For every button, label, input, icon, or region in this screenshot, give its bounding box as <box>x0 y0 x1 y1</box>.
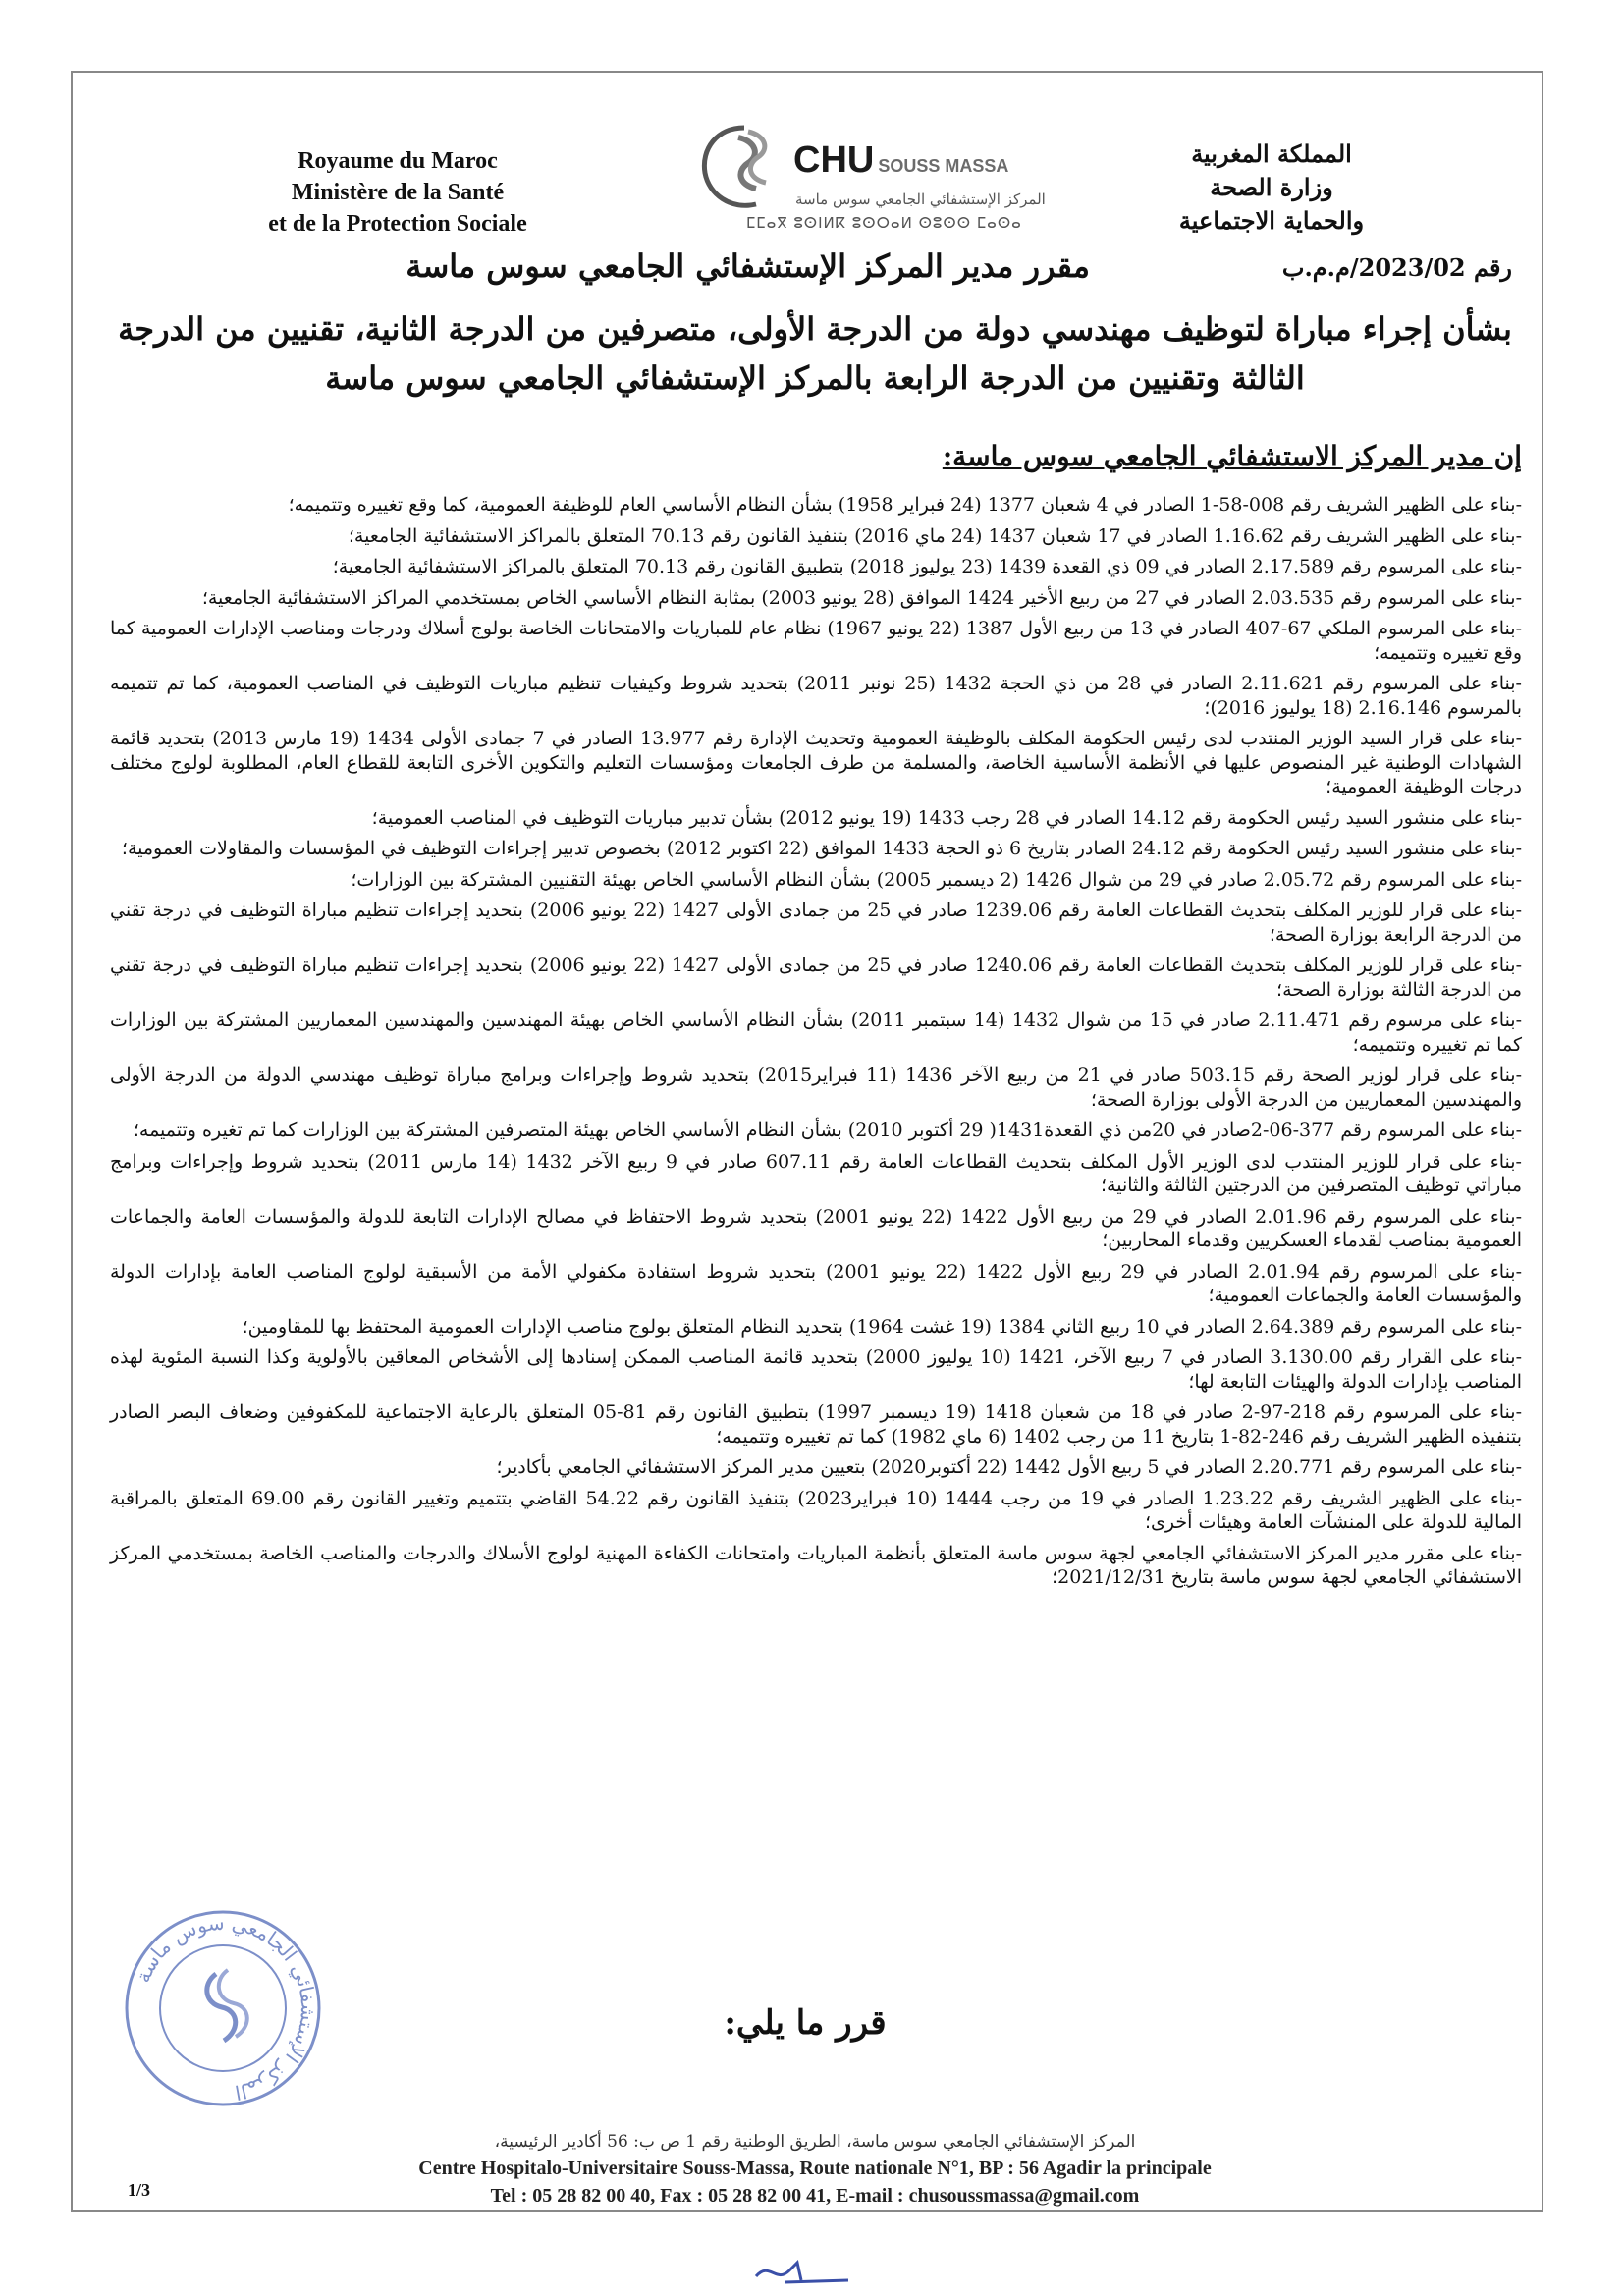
consideration-item: -بناء على المرسوم رقم 218-97-2 صادر في 18 من شعبان 1418 (19 ديسمبر 1997) بتطبيق القانون رقم 81-05 المتعلق بالرعاية الاجتماعية للمكفوفين وضعاف البصر الصادر بتنفيذه الظهير الشريف رقم 246-82-1 بتاريخ 11 من رجب 1402 (6 ماي 1982) كما تم تغييره وتتميمه؛ <box>110 1401 1522 1448</box>
decision-title: مقرر مدير المركز الإستشفائي الجامعي سوس ماسة <box>406 247 1090 285</box>
logo-tifinagh-text: ⵎⵎⴰⴳ ⵓⵙⵏⵍⴽ ⵓⵙⵔⴰⵍ ⵙⵓⵙⵙ ⵎⴰⵙⴰ <box>746 214 1022 232</box>
footer <box>108 2129 1522 2210</box>
logo-wordmark <box>793 139 1008 182</box>
consideration-item: -بناء على قرار للوزير المكلف بتحديث القطاعات العامة رقم 1240.06 صادر في 25 من جمادى الأولى 1427 (22 يونيو 2006) بتحديد إجراءات تنظيم مباراة التوظيف في درجة تقني من الدرجة الثالثة بوزارة الصحة؛ <box>110 955 1522 1001</box>
consideration-item: -بناء على قرار للوزير المكلف بتحديث القطاعات العامة رقم 1239.06 صادر في 25 من جمادى الأولى 1427 (22 يونيو 2006) بتحديد إجراءات تنظيم مباراة التوظيف في درجة تقني من الدرجة الرابعة بوزارة الصحة؛ <box>110 900 1522 946</box>
considerations-list <box>110 493 1522 1597</box>
reference-number: رقم 2023/02/م.م.ب <box>1281 253 1512 282</box>
header-fr-line-2: Ministère de la Santé <box>291 180 505 205</box>
consideration-item: -بناء على المرسوم الملكي 67-407 الصادر في 13 من ربيع الأول 1387 (22 يونيو 1967) نظام عام للمباريات والامتحانات الخاصة بولوج أسلاك ودرجات ومناصب الإدارات العمومية كما وقع تغييره وتتميمه؛ <box>110 618 1522 664</box>
consideration-item: -بناء على المرسوم رقم 2.05.72 صادر في 29 من شوال 1426 (2 ديسمبر 2005) بشأن النظام الأساسي الخاص بهيئة التقنيين المشتركة بين الوزارات؛ <box>351 868 1522 891</box>
consideration-item: -بناء على المرسوم رقم 2.11.621 الصادر في 28 من ذي الحجة 1432 (25 نونبر 2011) بتحديد شروط وكيفيات تنظيم مباريات التوظيف في المناصب العمومية، كما تم تتميمه بالمرسوم 2.16.146 (18 يوليوز 2016)؛ <box>110 673 1522 719</box>
footer-french-address: Centre Hospitalo-Universitaire Souss-Massa, Route nationale N°1, BP : 56 Agadir la principale <box>418 2158 1212 2179</box>
consideration-item: -بناء على قرار للوزير المنتدب لدى الوزير الأول المكلف بتحديث القطاعات العامة رقم 607.11 صادر في 9 ربيع الآخر 1432 (14 مارس 2011) بتحديد شروط وإجراءات وبرامج مباراتي توظيف المتصرفين من الدرجتين الثالثة والثانية؛ <box>110 1150 1522 1196</box>
header-ar-line-2: وزارة الصحة <box>1210 173 1333 201</box>
consideration-item: -بناء على المرسوم رقم 377-06-2صادر في 20من ذي القعدة1431( 29 أكتوبر 2010) بشأن النظام الأساسي الخاص بهيئة المتصرفين المشتركة بين الوزارات كما تم تغيره وتتميمه؛ <box>133 1120 1522 1141</box>
page-number: 1/3 <box>128 2180 151 2200</box>
signature-mark <box>746 2251 864 2290</box>
header-ar-line-3: والحماية الاجتماعية <box>1178 206 1365 235</box>
consideration-item: -بناء على قرار لوزير الصحة رقم 503.15 صادر في 21 من ربيع الآخر 1436 (11 فبراير2015) بتحديد شروط وإجراءات وبرامج مباراة توظيف مهندسي الدولة من الدرجة الأولى والمهندسين المعماريين من الدرجة الأولى بوزارة الصحة؛ <box>110 1065 1523 1111</box>
consideration-item: -بناء على منشور السيد رئيس الحكومة رقم 24.12 الصادر بتاريخ 6 ذو الحجة 1433 الموافق (22 اكتوبر 2012) بخصوص تدبير إجراءات التوظيف في المؤسسات والمقاولات العمومية؛ <box>121 838 1522 859</box>
intro-line: إن مدير المركز الاستشفائي الجامعي سوس ماسة: <box>942 440 1522 472</box>
header-fr-line-3: et de la Protection Sociale <box>268 211 527 237</box>
consideration-item: -بناء على مرسوم رقم 2.11.471 صادر في 15 من شوال 1432 (14 سبتمبر 2011) بشأن النظام الأساسي الخاص بهيئة المهندسين والمهندسين المعماريين المشتركة بين الوزارات كما تم تغييره وتتميمه؛ <box>110 1010 1523 1056</box>
official-stamp <box>120 1905 326 2111</box>
footer-arabic-address: المركز الإستشفائي الجامعي سوس ماسة، الطريق الوطنية رقم 1 ص ب: 56 أكادير الرئيسية، <box>494 2132 1136 2152</box>
consideration-item: -بناء على المرسوم رقم 2.01.96 الصادر في 29 من ربيع الأول 1422 (22 يونيو 2001) بتحديد شروط الاحتفاظ في مصالح الإدارات التابعة للدولة والمؤسسات العامة والجماعات العمومية بمناصب لقدماء العسكريين وقدماء المحاربين؛ <box>110 1205 1522 1251</box>
footer-contact: Tel : 05 28 82 00 40, Fax : 05 28 82 00 41, E-mail : chusoussmassa@gmail.com <box>490 2185 1140 2207</box>
consideration-item: -بناء على المرسوم رقم 2.20.771 الصادر في 5 ربيع الأول 1442 (22 أكتوبر2020) بتعيين مدير المركز الاستشفائي الجامعي بأكادير؛ <box>496 1456 1522 1478</box>
header-fr-line-1: Royaume du Maroc <box>298 148 498 174</box>
consideration-item: -بناء على الظهير الشريف رقم 008-58-1 الصادر في 4 شعبان 1377 (24 فبراير 1958) بشأن النظام الأساسي العام للوظيفة العمومية، كما وقع تغييره وتتميمه؛ <box>288 494 1522 516</box>
consideration-item: -بناء على المرسوم رقم 2.64.389 الصادر في 10 ربيع الثاني 1384 (19 غشت 1964) بتحديد النظام المتعلق بولوج مناصب الإدارات العمومية المحتفظ بها للمقاومين؛ <box>242 1315 1522 1338</box>
title-row <box>275 247 1512 293</box>
consideration-item: -بناء على مقرر مدير المركز الاستشفائي الجامعي لجهة سوس ماسة المتعلق بأنظمة المباريات وامتحانات الكفاءة المهنية لولوج الأسلاك والدرجات والمناصب الخاصة بمستخدمي المركز الاستشفائي الجامعي لجهة سوس ماسة بتاريخ 2021/12/31؛ <box>110 1542 1522 1588</box>
decided-heading: قرر ما يلي: <box>724 2003 887 2043</box>
logo-arabic-text: المركز الإستشفائي الجامعي سوس ماسة <box>795 191 1046 208</box>
consideration-item: -بناء على المرسوم رقم 2.01.94 الصادر في 29 ربيع الأول 1422 (22 يونيو 2001) بتحديد شروط استفادة مكفولي الأمة من الأسبقية لولوج المناصب العامة بإدارات الدولة والمؤسسات العامة والجماعات العمومية؛ <box>110 1260 1523 1306</box>
header-arabic <box>1129 137 1414 238</box>
consideration-item: -بناء على القرار رقم 3.130.00 الصادر في 7 ربيع الآخر، 1421 (10 يوليوز 2000) بتحديد قائمة المناصب الممكن إسنادها إلى الأشخاص المعاقين بالأولوية وكذا النسبة المئوية لهذه المناصب بإدارات الدولة والهيئات التابعة لها؛ <box>110 1346 1523 1393</box>
header-ar-line-1: المملكة المغربية <box>1191 139 1352 168</box>
chu-swirl-icon <box>687 116 795 224</box>
consideration-item: -بناء على قرار السيد الوزير المنتدب لدى رئيس الحكومة المكلف بالوظيفة العمومية وتحديث الإدارة رقم 13.977 الصادر في 7 جمادى الأولى 1434 (19 مارس 2013) بتحديد قائمة الشهادات الوطنية غير المنصوص عليها في الأنظمة الأساسية الخاصة، والمسلمة من طرف الجامعات ومؤسسات التعليم والتكوين الأخرى التابعة للقطاع العام، المطلوبة لولوج مختلف درجات الوظيفة العمومية؛ <box>110 728 1523 797</box>
stamp-ring-text: المركز الإستشفائي الجامعي سوس ماسة <box>131 1910 321 2105</box>
consideration-item: -بناء على المرسوم رقم 2.17.589 الصادر في 09 ذي القعدة 1439 (23 يوليوز 2018) بتطبيق القانون رقم 70.13 المتعلق بالمراكز الاستشفائية الجامعية؛ <box>332 556 1522 577</box>
consideration-item: -بناء على الظهير الشريف رقم 1.16.62 الصادر في 17 شعبان 1437 (24 ماي 2016) بتنفيذ القانون رقم 70.13 المتعلق بالمراكز الاستشفائية الجامعية؛ <box>348 524 1522 547</box>
chu-logo <box>687 116 1046 244</box>
decision-subject: بشأن إجراء مباراة لتوظيف مهندسي دولة من الدرجة الأولى، متصرفين من الدرجة الثانية، تقنيين من الدرجة الثالثة وتقنيين من الدرجة الرابعة بالمركز الإستشفائي الجامعي سوس ماسة <box>118 310 1512 397</box>
consideration-item: -بناء على الظهير الشريف رقم 1.23.22 الصادر في 19 من رجب 1444 (10 فبراير2023) بتنفيذ القانون رقم 54.22 القاضي بتتميم وتغيير القانون رقم 69.00 المتعلق بالمراقبة المالية للدولة على المنشآت العامة وهيئات أخرى؛ <box>110 1487 1522 1533</box>
logo-name-text: CHU <box>793 139 875 181</box>
header-french <box>236 145 560 240</box>
consideration-item: -بناء على المرسوم رقم 2.03.535 الصادر في 27 من ربيع الأخير 1424 الموافق (28 يونيو 2003) بمثابة النظام الأساسي الخاص بمستخدمي المراكز الاستشفائية الجامعية؛ <box>201 586 1522 609</box>
logo-name-suffix: SOUSS MASSA <box>878 156 1009 176</box>
consideration-item: -بناء على منشور السيد رئيس الحكومة رقم 14.12 الصادر في 28 رجب 1433 (19 يونيو 2012) بشأن تدبير مباريات التوظيف في المناصب العمومية؛ <box>371 806 1522 829</box>
